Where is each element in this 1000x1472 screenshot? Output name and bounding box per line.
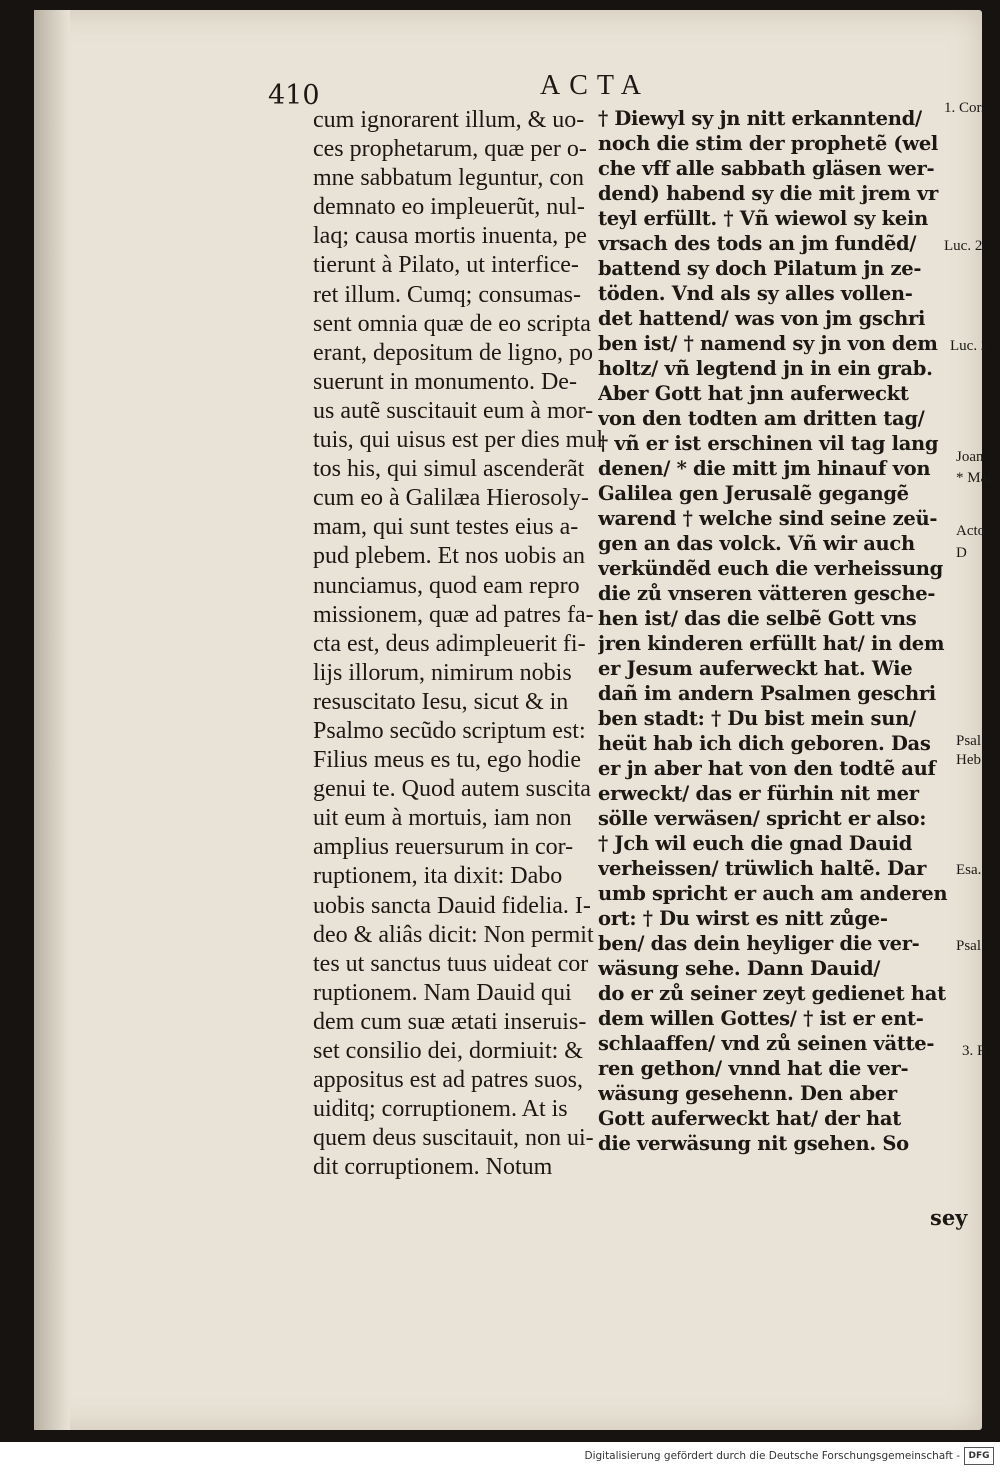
text-line: von den todten am dritten tag/ [598,407,925,430]
text-line: die verwäsung nit gsehen. So [598,1132,909,1155]
margin-note: * Mat [956,470,992,486]
text-line: cum ignorarent illum, & uo- [313,107,585,133]
text-line: Psalmo secũdo scriptum est: [313,717,586,744]
german-column [598,106,973,1156]
text-line: dend) habend sy die mit jrem vr [598,182,938,205]
text-line: dañ im andern Psalmen geschri [598,682,936,705]
text-line: jren kinderen erfüllt hat/ in dem [598,632,945,655]
margin-note: Esa. [956,862,982,878]
text-line: che vff alle sabbath gläsen wer- [598,157,935,180]
margin-note: Acto. [956,523,989,539]
text-line: verkündẽd euch die verheissung [598,557,943,580]
margin-note: Luc. 2 [944,238,983,254]
footer-bar [0,1442,1000,1472]
text-line: quem deus suscitauit, non ui- [313,1125,594,1152]
text-line: ben/ das dein heyliger die ver- [598,932,920,955]
text-line: tos his, qui simul ascenderãt [313,456,585,483]
text-line: dit corruptionem. Notum [313,1154,553,1181]
text-line: tierunt à Pilato, ut interfice- [313,252,579,279]
text-line: uiditq; corruptionem. At is [313,1096,568,1123]
text-line: genui te. Quod autem suscita [313,776,591,803]
text-line: battend sy doch Pilatum jn ze- [598,257,922,280]
text-line: uit eum à mortuis, iam non [313,805,572,832]
text-line: amplius reuersurum in cor- [313,834,574,861]
text-line: Gott auferweckt hat/ der hat [598,1107,901,1130]
text-line: cum eo à Galilæa Hierosoly- [313,485,589,512]
running-head: ACTA [540,70,650,101]
page-gutter-shadow [34,10,70,1430]
text-line: Aber Gott hat jnn auferweckt [598,382,909,405]
text-line: uobis sancta Dauid fidelia. I- [313,892,591,919]
text-line: erant, depositum de ligno, po [313,339,593,366]
catchword: sey [930,1205,968,1230]
text-line: denen/ * die mitt jm hinauf von [598,457,931,480]
text-line: umb spricht er auch am anderen [598,882,948,905]
text-line: ren gethon/ vnnd hat die ver- [598,1057,909,1080]
text-line: nunciamus, quod eam repro [313,572,580,599]
text-line: lijs illorum, nimirum nobis [313,659,572,686]
text-line: cta est, deus adimpleuerit fi- [313,630,586,657]
text-line: pud plebem. Et nos uobis an [313,543,585,570]
text-line: mne sabbatum leguntur, con [313,165,584,192]
text-line: hen ist/ das die selbẽ Gott vns [598,607,917,630]
text-line: † Diewyl sy jn nitt erkanntend/ [598,107,922,130]
text-line: Filius meus es tu, ego hodie [313,747,581,774]
text-line: mam, qui sunt testes eius a- [313,514,579,541]
text-line: tes ut sanctus tuus uideat cor [313,950,589,977]
text-line: erweckt/ das er fürhin nit mer [598,782,919,805]
text-line: sent omnia quæ de eo scripta [313,310,591,337]
latin-column [313,106,633,1182]
dfg-logo-icon: DFG [964,1447,994,1465]
text-line: ort: † Du wirst es nitt zůge- [598,907,888,930]
text-line: ces prophetarum, quæ per o- [313,136,587,163]
text-line: appositus est ad patres suos, [313,1067,583,1094]
text-line: deo & aliâs dicit: Non permit [313,921,594,948]
margin-note: Heb. [956,752,985,768]
text-line: resuscitato Iesu, sicut & in [313,688,569,715]
text-line: töden. Vnd als sy alles vollen- [598,282,913,305]
margin-note: Luc. 2 [950,338,989,354]
text-line: † Jch wil euch die gnad Dauid [598,832,913,855]
text-line: ben ist/ † namend sy jn von dem [598,332,938,355]
text-line: noch die stim der prophetẽ (wel [598,132,939,155]
text-line: vrsach des tods an jm fundẽd/ [598,232,917,255]
margin-note: 3. R [962,1043,988,1059]
text-line: schlaaffen/ vnd zů seinen vätte- [598,1032,935,1055]
text-line: heüt hab ich dich geboren. Das [598,732,931,755]
margin-note: D [956,545,967,561]
text-line: det hattend/ was von jm gschri [598,307,926,330]
text-line: Galilea gen Jerusalẽ gegangẽ [598,482,909,505]
text-line: er jn aber hat von den todtẽ auf [598,757,936,780]
text-line: missionem, quæ ad patres fa- [313,601,594,628]
text-line: dem willen Gottes/ † ist er ent- [598,1007,924,1030]
text-line: wäsung sehe. Dann Dauid/ [598,957,881,980]
text-line: holtz/ vñ legtend jn in ein grab. [598,357,933,380]
text-line: wäsung gesehenn. Den aber [598,1082,897,1105]
text-line: dem cum suæ ætati inseruis- [313,1008,587,1035]
text-line: er Jesum auferweckt hat. Wie [598,657,913,680]
margin-note: 1. Cor. [944,100,985,116]
text-line: ben stadt: † Du bist mein sun/ [598,707,916,730]
margin-note: Psal. [956,938,985,954]
text-line: do er zů seiner zeyt gedienet hat [598,982,946,1005]
text-line: suerunt in monumento. De- [313,368,577,395]
funding-credit: Digitalisierung gefördert durch die Deutsche Forschungsgemeinschaft - [584,1450,960,1462]
text-line: ruptionem, ita dixit: Dabo [313,863,563,890]
text-line: warend † welche sind seine zeü- [598,507,938,530]
margin-note: Psal. [956,733,985,749]
text-line: set consilio dei, dormiuit: & [313,1038,583,1064]
text-line: us autẽ suscitauit eum à mor- [313,397,594,424]
text-line: die zů vnseren vätteren gesche- [598,582,936,605]
text-line: gen an das volck. Vñ wir auch [598,532,915,555]
text-line: ruptionem. Nam Dauid qui [313,979,572,1006]
text-line: † vñ er ist erschinen vil tag lang [598,432,939,455]
text-line: sölle verwäsen/ spricht er also: [598,807,927,830]
page-number: 410 [268,80,320,111]
text-line: laq; causa mortis inuenta, pe [313,223,587,250]
text-line: teyl erfüllt. † Vñ wiewol sy kein [598,207,928,230]
text-line: verheissen/ trüwlich haltẽ. Dar [598,857,927,880]
text-line: demnato eo impleuerũt, nul- [313,194,585,221]
text-line: ret illum. Cumq; consumas- [313,281,581,308]
text-line: tuis, qui uisus est per dies mul [313,427,603,454]
margin-note: Joan. [956,449,988,465]
